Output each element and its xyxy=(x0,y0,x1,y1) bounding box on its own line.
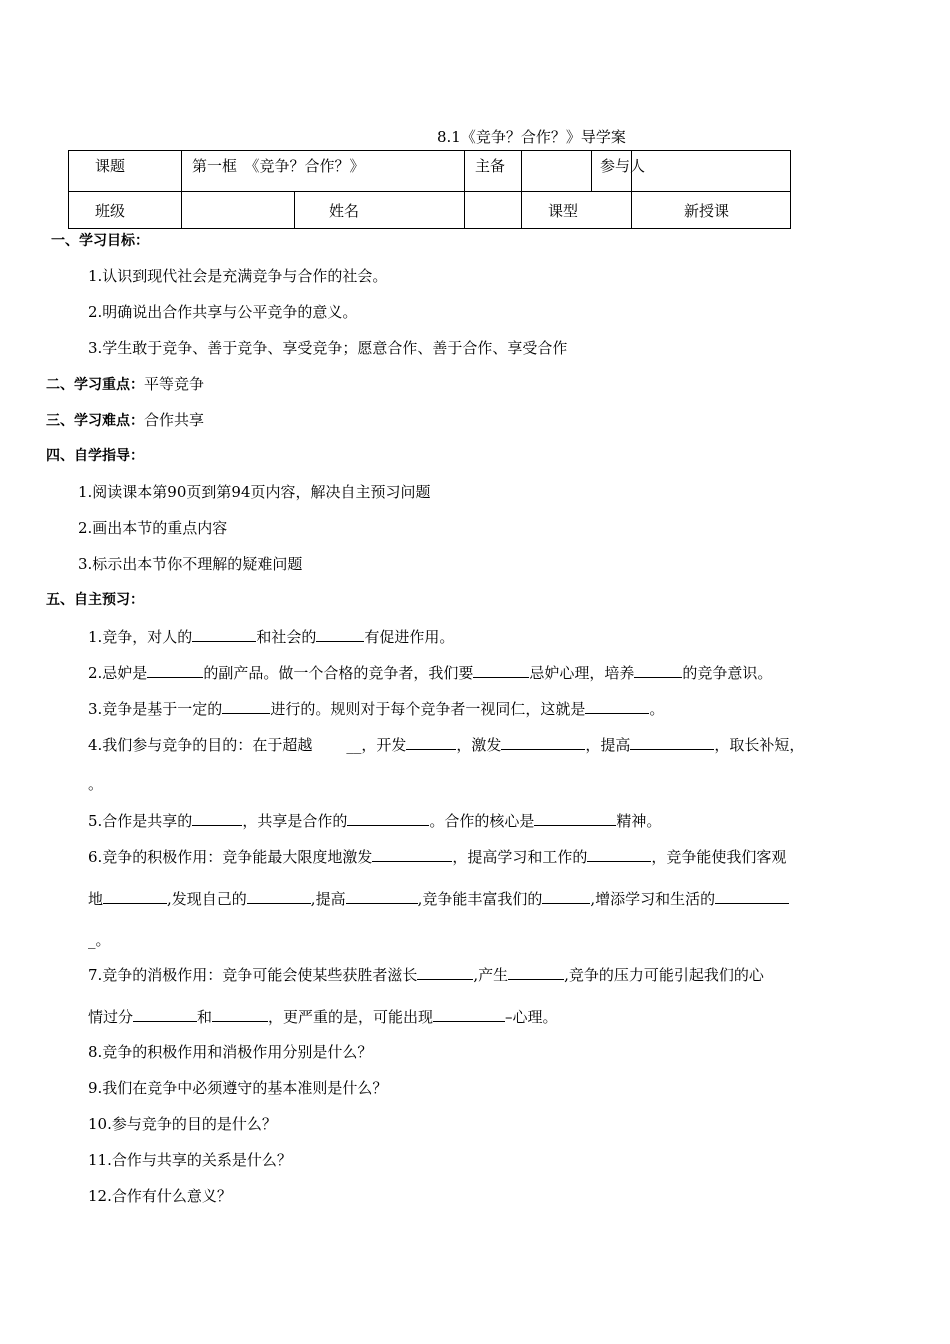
question-3 xyxy=(88,698,664,719)
question-text: ，竞争能使我们客观 xyxy=(651,848,787,866)
list-item: 1.阅读课本第90页到第94页内容，解决自主预习问题 xyxy=(78,483,431,501)
answer-blank[interactable] xyxy=(147,662,203,678)
table-row xyxy=(69,151,791,192)
label-lesson-type: 课型 xyxy=(522,192,632,229)
value-name xyxy=(465,192,522,229)
question-8: 8.竞争的积极作用和消极作用分别是什么？ xyxy=(88,1043,373,1061)
question-text: –心理。 xyxy=(505,1008,558,1026)
question-text: ，共享是合作的 xyxy=(242,812,348,830)
answer-blank[interactable] xyxy=(192,810,242,826)
section-heading: 五、自主预习： xyxy=(46,592,144,608)
answer-blank[interactable] xyxy=(534,810,616,826)
answer-blank[interactable] xyxy=(587,846,651,862)
value-participants xyxy=(632,151,791,192)
question-text: 和社会的 xyxy=(256,628,317,646)
answer-blank[interactable] xyxy=(247,888,311,904)
question-text: ，提高 xyxy=(585,736,631,754)
answer-blank[interactable] xyxy=(212,1006,268,1022)
question-11: 11.合作与共享的关系是什么？ xyxy=(88,1151,292,1169)
answer-blank[interactable] xyxy=(630,734,714,750)
question-4 xyxy=(88,734,804,755)
answer-blank[interactable] xyxy=(715,888,789,904)
question-text: 精神。 xyxy=(616,812,662,830)
document-title: 8.1《竞争？合作？》导学案 xyxy=(437,128,626,146)
question-text: ,提高 xyxy=(310,890,346,908)
question-text: 。合作的核心是 xyxy=(429,812,535,830)
question-text: ，提高学习和工作的 xyxy=(452,848,588,866)
value-class xyxy=(182,192,295,229)
question-text: 6.竞争的积极作用：竞争能最大限度地激发 xyxy=(88,848,373,866)
question-text: 1.竞争，对人的 xyxy=(88,628,193,646)
question-text: 忌妒心理，培养 xyxy=(529,664,635,682)
question-text: ，更严重的是，可能出现 xyxy=(268,1008,434,1026)
question-text: 的副产品。做一个合格的竞争者，我们要 xyxy=(203,664,474,682)
answer-blank[interactable] xyxy=(417,964,473,980)
section-difficulties xyxy=(46,410,204,431)
question-12: 12.合作有什么意义？ xyxy=(88,1187,232,1205)
section-heading: 一、学习目标： xyxy=(51,233,149,249)
table-row xyxy=(69,192,791,229)
section-text: 合作共享 xyxy=(144,411,205,429)
answer-blank[interactable] xyxy=(103,888,167,904)
question-6-end: _。 xyxy=(88,931,111,949)
question-text: 5.合作是共享的 xyxy=(88,812,193,830)
question-1 xyxy=(88,626,454,647)
section-heading: 二、学习重点： xyxy=(46,377,144,393)
question-text: 有促进作用。 xyxy=(364,628,455,646)
question-text: 情过分 xyxy=(88,1008,134,1026)
question-text: 地 xyxy=(88,890,104,908)
question-10: 10.参与竞争的目的是什么？ xyxy=(88,1115,277,1133)
value-preparer xyxy=(522,151,592,192)
question-4-end: 。 xyxy=(88,775,104,793)
answer-blank[interactable] xyxy=(406,734,456,750)
value-topic: 第一框 《竞争？合作？》 xyxy=(182,151,465,192)
answer-blank[interactable] xyxy=(501,734,585,750)
section-key-points xyxy=(46,374,204,395)
label-participants: 参与人 xyxy=(592,151,632,192)
list-item: 3.标示出本节你不理解的疑难问题 xyxy=(78,555,303,573)
question-text: ,竞争的压力可能引起我们的心 xyxy=(564,966,764,984)
question-7 xyxy=(88,964,764,985)
list-item: 2.明确说出合作共享与公平竞争的意义。 xyxy=(88,303,358,321)
answer-blank[interactable] xyxy=(508,964,564,980)
answer-blank[interactable] xyxy=(346,888,418,904)
answer-blank[interactable] xyxy=(372,846,452,862)
question-text: 和 xyxy=(197,1008,213,1026)
question-text: 3.竞争是基于一定的 xyxy=(88,700,223,718)
answer-blank[interactable] xyxy=(316,626,364,642)
answer-blank[interactable] xyxy=(347,810,429,826)
question-text: 7.竞争的消极作用：竞争可能会使某些获胜者滋长 xyxy=(88,966,418,984)
question-text: ,产生 xyxy=(473,966,509,984)
question-9: 9.我们在竞争中必须遵守的基本准则是什么？ xyxy=(88,1079,388,1097)
section-text: 平等竞争 xyxy=(144,375,205,393)
label-name: 姓名 xyxy=(295,192,465,229)
question-text: 。 xyxy=(649,700,665,718)
answer-blank[interactable] xyxy=(585,698,649,714)
section-heading: 四、自学指导： xyxy=(46,448,144,464)
question-text: 的竞争意识。 xyxy=(682,664,773,682)
question-6-cont xyxy=(88,888,789,909)
section-heading: 三、学习难点： xyxy=(46,413,144,429)
question-text: 进行的。规则对于每个竞争者一视同仁，这就是 xyxy=(270,700,586,718)
question-text: ,竞争能丰富我们的 xyxy=(417,890,543,908)
value-lesson-type: 新授课 xyxy=(632,192,791,229)
label-class: 班级 xyxy=(69,192,182,229)
answer-blank[interactable] xyxy=(473,662,529,678)
question-text: ,发现自己的 xyxy=(167,890,247,908)
list-item: 1.认识到现代社会是充满竞争与合作的社会。 xyxy=(88,267,388,285)
label-topic: 课题 xyxy=(69,151,182,192)
question-text: 2.忌妒是 xyxy=(88,664,148,682)
label-preparer: 主备 xyxy=(465,151,522,192)
list-item: 2.画出本节的重点内容 xyxy=(78,519,228,537)
question-7-cont xyxy=(88,1006,558,1027)
question-text: __，开发 xyxy=(346,736,407,754)
question-2 xyxy=(88,662,772,683)
answer-blank[interactable] xyxy=(542,888,590,904)
answer-blank[interactable] xyxy=(222,698,270,714)
question-text: 4.我们参与竞争的目的：在于超越 xyxy=(88,736,313,754)
answer-blank[interactable] xyxy=(192,626,256,642)
answer-blank[interactable] xyxy=(133,1006,197,1022)
answer-blank[interactable] xyxy=(634,662,682,678)
question-text: ，激发 xyxy=(456,736,502,754)
info-table xyxy=(68,150,791,229)
list-item: 3.学生敢于竞争、善于竞争、享受竞争；愿意合作、善于合作、享受合作 xyxy=(88,339,568,357)
question-text: ，取长补短， xyxy=(714,736,805,754)
question-6 xyxy=(88,846,786,867)
question-text: ,增添学习和生活的 xyxy=(590,890,716,908)
answer-blank[interactable] xyxy=(433,1006,505,1022)
question-5 xyxy=(88,810,661,831)
